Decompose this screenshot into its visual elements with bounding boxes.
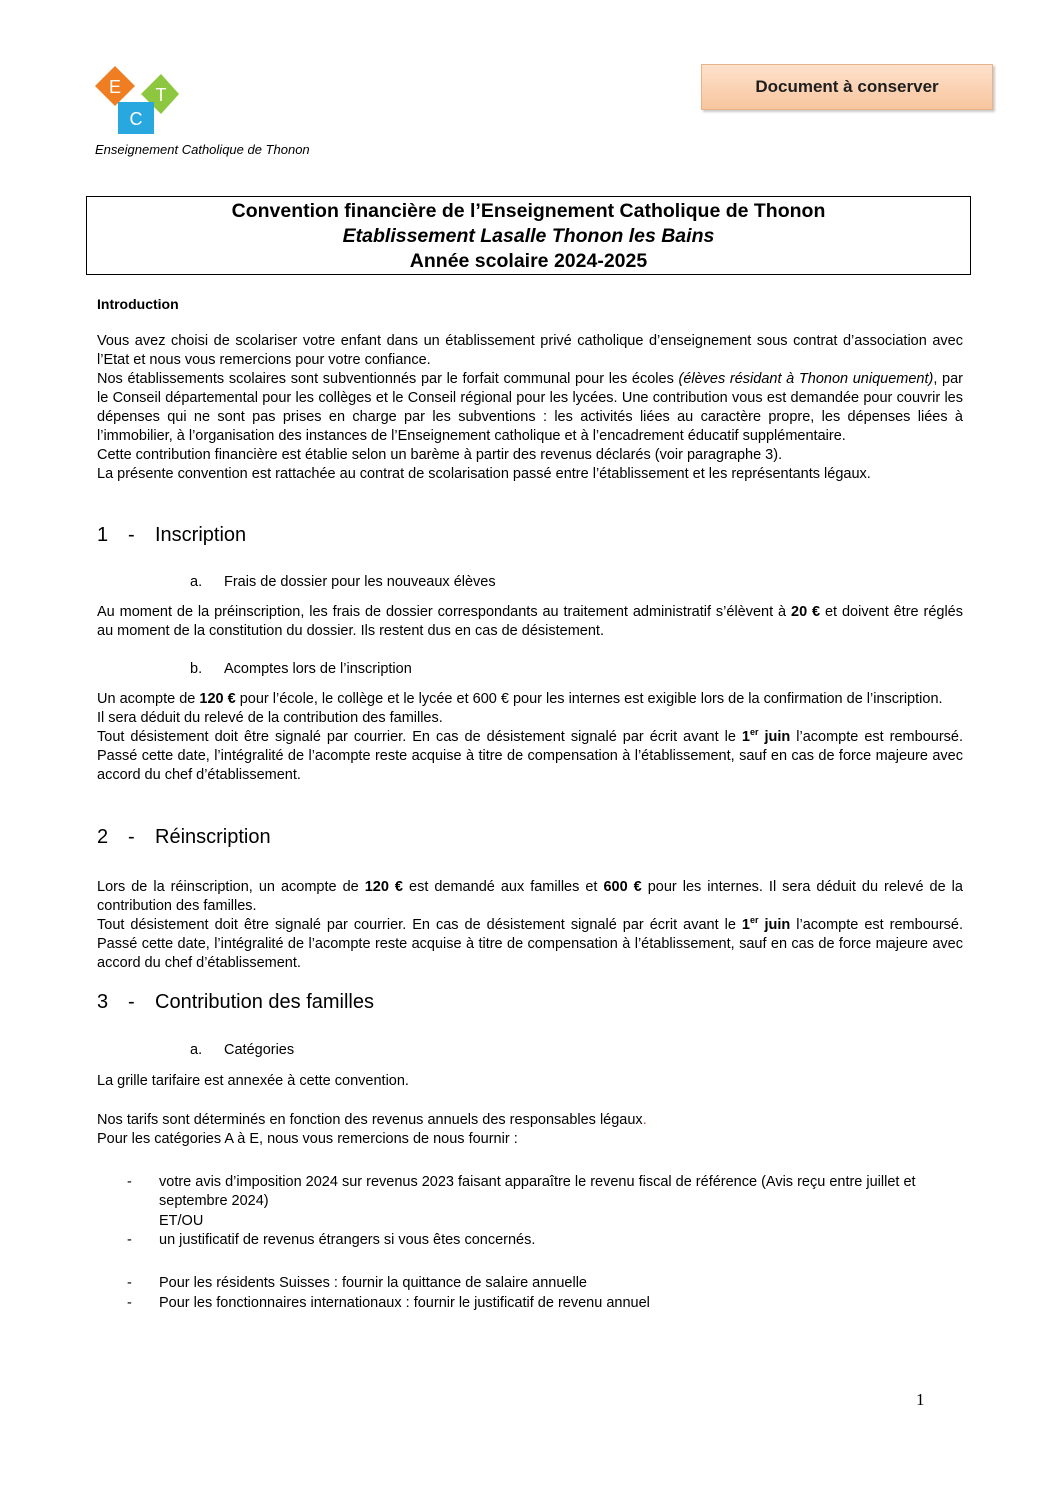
section-2-paragraph xyxy=(97,878,963,973)
intro-p2-text-b: , par le Conseil départemental pour les collèges et le Conseil régional pour les lycées. Une contribution vous est demandée pour couvrir les dépenses qui ne sont pas prises en charge par les subventions : les activités liées au caractère propre, les dépenses liées à l’immobilier, à l’organisation des instances de l’Enseignement catholique et à l’encadrement éducatif supplémentaire. xyxy=(97,371,963,444)
section-3-dash: - xyxy=(128,991,135,1013)
section-2-p2 xyxy=(97,916,963,973)
list-item xyxy=(127,1173,942,1213)
section-1b-text-1: Un acompte de xyxy=(97,691,200,707)
section-2-date-sup: er xyxy=(749,915,759,926)
section-2-amount-2: 600 € xyxy=(603,879,642,895)
list-item xyxy=(127,1231,942,1251)
section-1b-p1 xyxy=(97,690,963,709)
title-line-1: Convention financière de l’Enseignement Catholique de Thonon xyxy=(231,200,826,222)
section-1-heading xyxy=(97,524,497,550)
section-2-dash: - xyxy=(128,826,135,848)
list-item xyxy=(127,1274,942,1294)
section-3-p2-text: Nos tarifs sont déterminés en fonction des revenus annuels des responsables légaux xyxy=(97,1112,643,1128)
logo-letter-t: T xyxy=(155,85,167,105)
intro-paragraph xyxy=(97,332,963,484)
bullet-dash: - xyxy=(127,1275,132,1291)
section-1b-p2: Il sera déduit du relevé de la contribution des familles. xyxy=(97,710,443,726)
section-1b-title: Acomptes lors de l’inscription xyxy=(224,661,412,677)
page-number: 1 xyxy=(916,1390,925,1409)
section-1b-p3 xyxy=(97,728,963,785)
section-1b-heading xyxy=(190,661,690,681)
section-3a-heading xyxy=(190,1042,590,1062)
bullet-text: Pour les fonctionnaires internationaux : fournir le justificatif de revenu annuel xyxy=(159,1295,650,1311)
title-box xyxy=(86,196,971,275)
title-line-2: Etablissement Lasalle Thonon les Bains xyxy=(342,225,715,247)
section-3-p2 xyxy=(97,1111,963,1130)
intro-p3: Cette contribution financière est établie selon un barème à partir des revenus déclarés (voir paragraphe 3). xyxy=(97,447,783,463)
section-2-text-2: est demandé aux familles et xyxy=(403,879,604,895)
list-item xyxy=(127,1212,942,1232)
intro-p1: Vous avez choisi de scolariser votre enfant dans un établissement privé catholique d’enseignement sous contrat d’association avec l’Etat et nous vous remercions pour votre confiance. xyxy=(97,333,963,368)
section-1a-heading xyxy=(190,574,690,594)
section-3a-title: Catégories xyxy=(224,1042,295,1058)
section-1a-title: Frais de dossier pour les nouveaux élèves xyxy=(224,574,496,590)
bullet-dash: - xyxy=(127,1232,132,1248)
section-1-number: 1 xyxy=(97,524,109,546)
list-item xyxy=(127,1294,942,1314)
section-1b-date-sup: er xyxy=(749,727,759,738)
section-1b-amount: 120 € xyxy=(199,691,236,707)
title-line-3: Année scolaire 2024-2025 xyxy=(409,250,648,272)
section-3-p1: La grille tarifaire est annexée à cette convention. xyxy=(97,1073,409,1089)
section-1a-text-1: Au moment de la préinscription, les frais de dossier correspondants au traitement administratif s’élèvent à xyxy=(97,604,791,620)
etc-logo-graphic xyxy=(94,64,184,139)
section-1a-letter: a. xyxy=(190,574,203,590)
section-3-p2-dot: . xyxy=(642,1112,647,1128)
section-2-p1 xyxy=(97,878,963,916)
section-2-date-day: 1 xyxy=(741,917,750,933)
section-3-number: 3 xyxy=(97,991,109,1013)
section-2-heading xyxy=(97,826,497,852)
section-3-heading xyxy=(97,991,597,1017)
section-1b-text-4: Tout désistement doit être signalé par courrier. En cas de désistement signalé par écrit avant le xyxy=(97,729,742,745)
section-2-text-3: pour les internes. Il sera déduit du relevé de la contribution des familles. xyxy=(97,879,963,914)
intro-p2 xyxy=(97,370,963,446)
intro-p4: La présente convention est rattachée au contrat de scolarisation passé entre l’établissement et les représentants légaux. xyxy=(97,466,871,482)
bullet-text: Pour les résidents Suisses : fournir la quittance de salaire annuelle xyxy=(159,1275,587,1291)
section-2-number: 2 xyxy=(97,826,109,848)
section-1a-text-2: et doivent être réglés au moment de la constitution du dossier. Ils restent dus en cas de désistement. xyxy=(97,604,963,639)
intro-p2-text-a: Nos établissements scolaires sont subventionnés par le forfait communal pour les écoles xyxy=(97,371,679,387)
intro-p2-italic: (élèves résidant à Thonon uniquement) xyxy=(678,371,934,387)
bullet-text: un justificatif de revenus étrangers si vous êtes concernés. xyxy=(159,1232,536,1248)
section-2-date-month: juin xyxy=(758,917,791,933)
section-1a-paragraph xyxy=(97,603,963,641)
section-1b-date-day: 1 xyxy=(741,729,750,745)
intro-heading: Introduction xyxy=(97,296,179,312)
logo-letter-e: E xyxy=(108,77,122,97)
section-2-title: Réinscription xyxy=(155,826,271,848)
bullet-dash: - xyxy=(127,1295,132,1311)
document-stamp: Document à conserver xyxy=(701,64,993,110)
section-1b-date-month: juin xyxy=(758,729,791,745)
section-2-text-1: Lors de la réinscription, un acompte de xyxy=(97,879,365,895)
section-1b-paragraph xyxy=(97,690,963,785)
section-1a-amount: 20 € xyxy=(791,604,821,620)
section-2-text-5: l’acompte est remboursé. Passé cette date, l’intégralité de l’acompte reste acquise à titre de compensation à l’établissement, sauf en cas de force majeure avec accord du chef d’établissement. xyxy=(97,917,963,971)
section-1-title: Inscription xyxy=(155,524,247,546)
bullet-text: ET/OU xyxy=(159,1213,204,1229)
section-2-amount-1: 120 € xyxy=(364,879,403,895)
section-1-dash: - xyxy=(128,524,135,546)
section-1b-text-5: l’acompte est remboursé. Passé cette date, l’intégralité de l’acompte reste acquise à titre de compensation à l’établissement, sauf en cas de force majeure avec accord du chef d’établissement. xyxy=(97,729,963,783)
logo-caption: Enseignement Catholique de Thonon xyxy=(95,142,310,157)
section-1b-letter: b. xyxy=(190,661,203,677)
section-3a-letter: a. xyxy=(190,1042,203,1058)
section-3-title: Contribution des familles xyxy=(155,991,374,1013)
section-3-p3: Pour les catégories A à E, nous vous remercions de nous fournir : xyxy=(97,1131,518,1147)
etc-logo xyxy=(94,64,184,139)
bullet-text: votre avis d’imposition 2024 sur revenus 2023 faisant apparaître le revenu fiscal de référence (Avis reçu entre juillet et septembre 2024) xyxy=(159,1174,916,1209)
section-2-text-4: Tout désistement doit être signalé par courrier. En cas de désistement signalé par écrit avant le xyxy=(97,917,742,933)
logo-letter-c: C xyxy=(129,109,143,129)
section-1b-text-2: pour l’école, le collège et le lycée et 600 € pour les internes est exigible lors de la confirmation de l’inscription. xyxy=(235,691,943,707)
bullet-dash: - xyxy=(127,1174,132,1190)
